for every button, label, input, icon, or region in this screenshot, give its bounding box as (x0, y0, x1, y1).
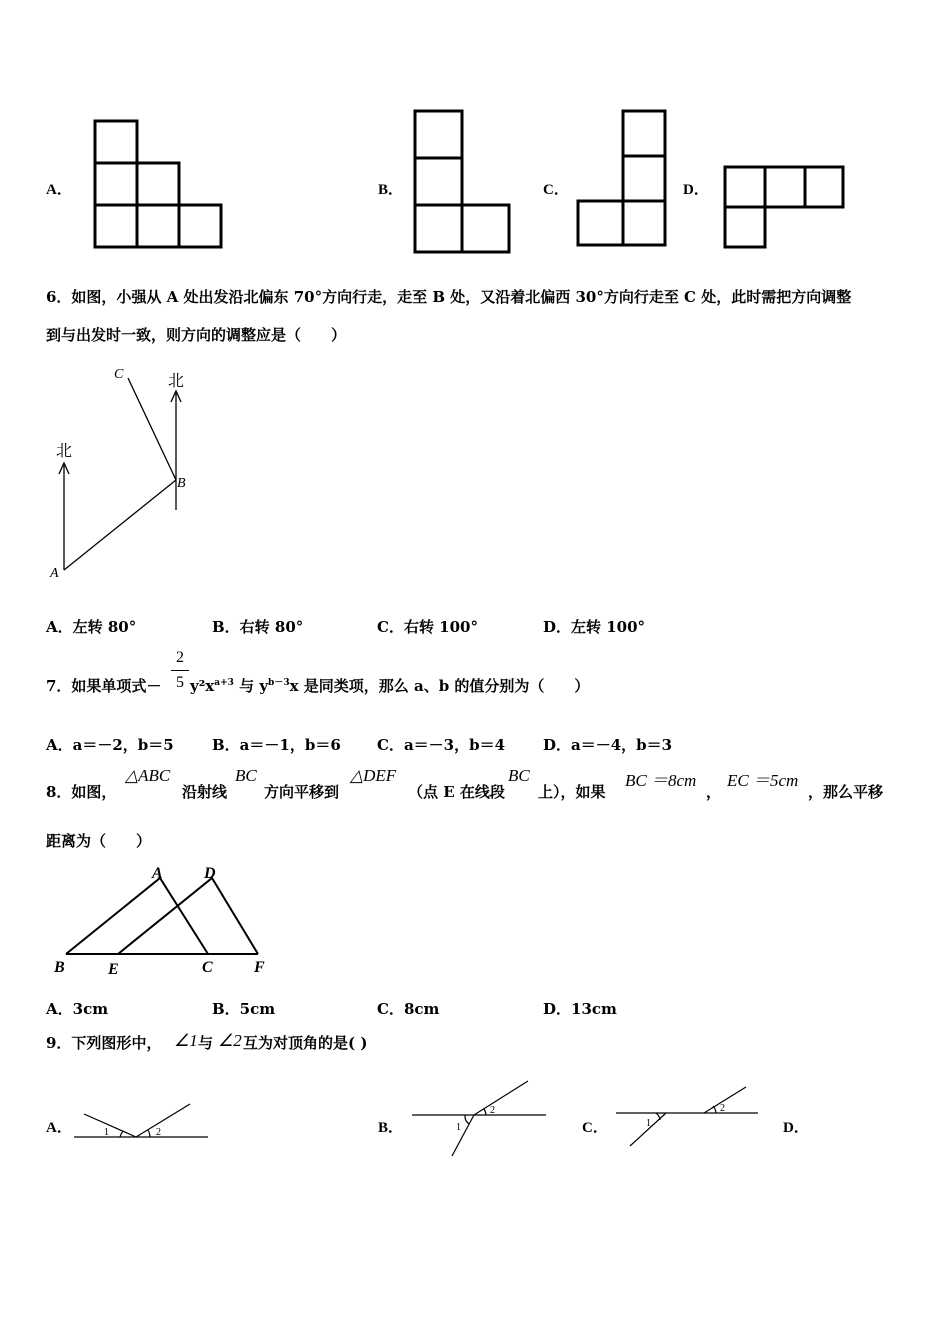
q9-t3: 互为对顶角的是( ) (243, 1034, 368, 1052)
segment-ab (64, 480, 176, 570)
q7-fraction (170, 648, 190, 693)
q6-option-c: C．右转 100° (377, 618, 478, 636)
q8-t1: 8．如图， (46, 783, 117, 801)
q5-option-d-label: D． (683, 182, 709, 198)
q7-option-b: B．a＝－1，b＝6 (212, 736, 341, 754)
q8-option-a: A．3cm (46, 1000, 109, 1018)
q5-option-c-figure (573, 106, 673, 252)
point-b-label: B (177, 476, 186, 491)
q8-m1: △ABC (125, 766, 171, 785)
triangle-abc (66, 878, 208, 954)
q5-option-a-label: A． (46, 182, 72, 198)
q8-option-b: B．5cm (212, 1000, 276, 1018)
q9-t1: 9．下列图形中， (46, 1034, 162, 1052)
q8-line2: 距离为（ ） (46, 832, 152, 850)
q8-m4: BC (508, 766, 530, 785)
q8-t7: ，那么平移 (808, 783, 884, 801)
q9-t2: 与 (198, 1034, 214, 1052)
q8-t6: ， (706, 783, 722, 801)
q9-option-b-figure (408, 1078, 550, 1158)
q9b-angle2: 2 (490, 1105, 495, 1116)
q5-option-b-figure (410, 106, 520, 258)
q6-option-d: D．左转 100° (543, 618, 646, 636)
label-e: E (108, 961, 119, 978)
q9-option-c-label: C． (582, 1120, 608, 1136)
q5-option-b-label: B． (378, 182, 404, 198)
q8-m2: BC (235, 766, 257, 785)
q9-option-c-figure (612, 1084, 762, 1148)
q7-suffix: x 是同类项，那么 a、b 的值分别为（ ） (289, 677, 590, 695)
label-d: D (204, 865, 216, 882)
q9a-angle2: 2 (156, 1127, 161, 1138)
label-c: C (202, 959, 213, 976)
q7-rest (190, 675, 589, 696)
q7-frac-den: 5 (176, 674, 184, 691)
q7-option-a: A．a＝－2，b＝5 (46, 736, 174, 754)
q8-t3: 方向平移到 (264, 783, 340, 801)
q9-option-a-figure (70, 1100, 215, 1142)
q7-frac-num: 2 (176, 649, 184, 666)
q8-t2: 沿射线 (182, 783, 228, 801)
q6-stem-line2: 到与出发时一致，则方向的调整应是（ ） (46, 326, 347, 344)
point-c-label: C (114, 367, 124, 382)
q7-frac-bar (171, 670, 189, 671)
q8-option-c: C．8cm (377, 1000, 440, 1018)
label-f: F (254, 959, 265, 976)
q9-m2: ∠2 (218, 1031, 242, 1050)
north-label-b: 北 (168, 373, 185, 390)
q9a-angle1: 1 (104, 1127, 109, 1138)
q7-mono1: y²x (190, 677, 215, 695)
q9-option-b-label: B． (378, 1120, 404, 1136)
q5-option-a-figure (90, 116, 230, 256)
north-label-a: 北 (56, 443, 73, 460)
q9-option-a-label: A． (46, 1120, 72, 1136)
q7-exp1: a+3 (214, 678, 234, 688)
q6-figure (44, 356, 204, 582)
q9b-angle1: 1 (456, 1122, 461, 1133)
q8-m6: EC ＝5cm (727, 771, 799, 790)
q7-prefix: 7．如果单项式－ (46, 677, 162, 695)
q9c-angle2: 2 (720, 1103, 725, 1114)
q6-stem-line1: 6．如图，小强从 A 处出发沿北偏东 70°方向行走，走至 B 处，又沿着北偏西 30°方向行走至 C 处，此时需把方向调整 (46, 288, 852, 306)
q7-mid: 与 y (233, 677, 269, 695)
label-a: A (152, 865, 163, 882)
label-b: B (54, 959, 65, 976)
q8-m3: △DEF (350, 766, 397, 785)
q7-option-d: D．a＝－4，b＝3 (543, 736, 673, 754)
q6-option-a: A．左转 80° (46, 618, 137, 636)
q8-t5: 上），如果 (538, 783, 606, 801)
q9-m1: ∠1 (174, 1031, 198, 1050)
q5-option-c-label: C． (543, 182, 569, 198)
point-a-label: A (50, 566, 59, 581)
q9-option-d-label: D． (783, 1120, 809, 1136)
q8-m5: BC ＝8cm (625, 771, 697, 790)
q6-option-b: B．右转 80° (212, 618, 304, 636)
q7-option-c: C．a＝－3，b＝4 (377, 736, 506, 754)
segment-bc (128, 378, 176, 480)
q8-figure (50, 862, 280, 978)
q5-option-d-figure (720, 162, 850, 254)
triangle-def (118, 878, 258, 954)
q7-exp2: b－3 (268, 678, 290, 688)
q8-option-d: D．13cm (543, 1000, 617, 1018)
q9c-angle1: 1 (646, 1118, 651, 1129)
q8-t4: （点 E 在线段 (408, 783, 505, 801)
